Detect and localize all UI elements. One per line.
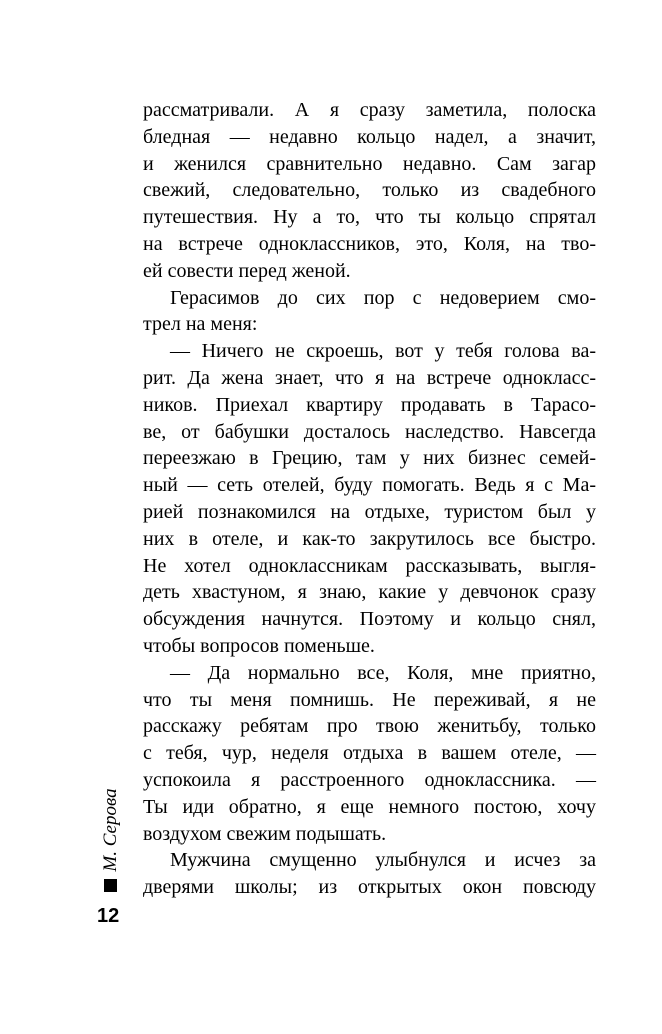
text-line: трел на меня: — [143, 313, 258, 336]
text-line: свежий, следовательно, только из свадебного — [143, 179, 596, 202]
text-line: на встрече одноклассников, это, Коля, на тво- — [143, 232, 596, 255]
text-line: рией познакомился на отдыхе, туристом был у — [143, 500, 596, 523]
text-line: дверями школы; из открытых окон повсюду — [143, 876, 596, 899]
text-line: рассматривали. А я сразу заметила, полоска — [143, 99, 596, 121]
text-line: Мужчина смущенно улыбнулся и исчез за — [170, 849, 596, 872]
author-sidebar-label: М. Серова — [100, 788, 121, 872]
text-line: воздухом свежим подышать. — [143, 822, 387, 845]
text-line: переезжаю в Грецию, там у них бизнес семей- — [143, 447, 596, 470]
series-marker-square-icon — [104, 879, 117, 892]
text-line: ников. Приехал квартиру продавать в Тарасо- — [143, 393, 596, 416]
text-line: рит. Да жена знает, что я на встрече однокласс- — [143, 366, 596, 389]
text-line: что ты меня помнишь. Не переживай, я не — [143, 688, 596, 711]
text-block — [143, 97, 596, 901]
text-line: — Ничего не скроешь, вот у тебя голова ва- — [170, 340, 596, 363]
text-line: Ты иди обратно, я еще немного постою, хочу — [143, 795, 596, 818]
text-line: ный — сеть отелей, буду помогать. Ведь я с Ма- — [143, 474, 596, 497]
text-line: ей совести перед женой. — [143, 259, 351, 282]
text-line: расскажу ребятам про твою женитьбу, только — [143, 715, 596, 738]
text-line: путешествия. Ну а то, что ты кольцо спрятал — [143, 206, 596, 229]
page-number: 12 — [97, 905, 120, 927]
text-line: них в отеле, и как-то закрутилось все быстро. — [143, 527, 596, 550]
text-line: — Да нормально все, Коля, мне приятно, — [170, 661, 596, 684]
text-line: Не хотел одноклассникам рассказывать, выгля- — [143, 554, 596, 577]
text-line: успокоила я расстроенного одноклассника. — — [143, 768, 596, 791]
text-line: обсуждения начнутся. Поэтому и кольцо снял, — [143, 608, 596, 631]
text-line: Герасимов до сих пор с недоверием смо- — [170, 286, 596, 309]
text-line: бледная — недавно кольцо надел, а значит, — [143, 125, 596, 148]
text-line: чтобы вопросов поменьше. — [143, 634, 375, 657]
text-line: и женился сравнительно недавно. Сам загар — [143, 152, 596, 175]
text-line: ве, от бабушки досталось наследство. Навсегда — [143, 420, 596, 443]
text-line: деть хвастуном, я знаю, какие у девчонок сразу — [143, 581, 596, 604]
text-line: с тебя, чур, неделя отдыха в вашем отеле, — — [143, 742, 596, 765]
